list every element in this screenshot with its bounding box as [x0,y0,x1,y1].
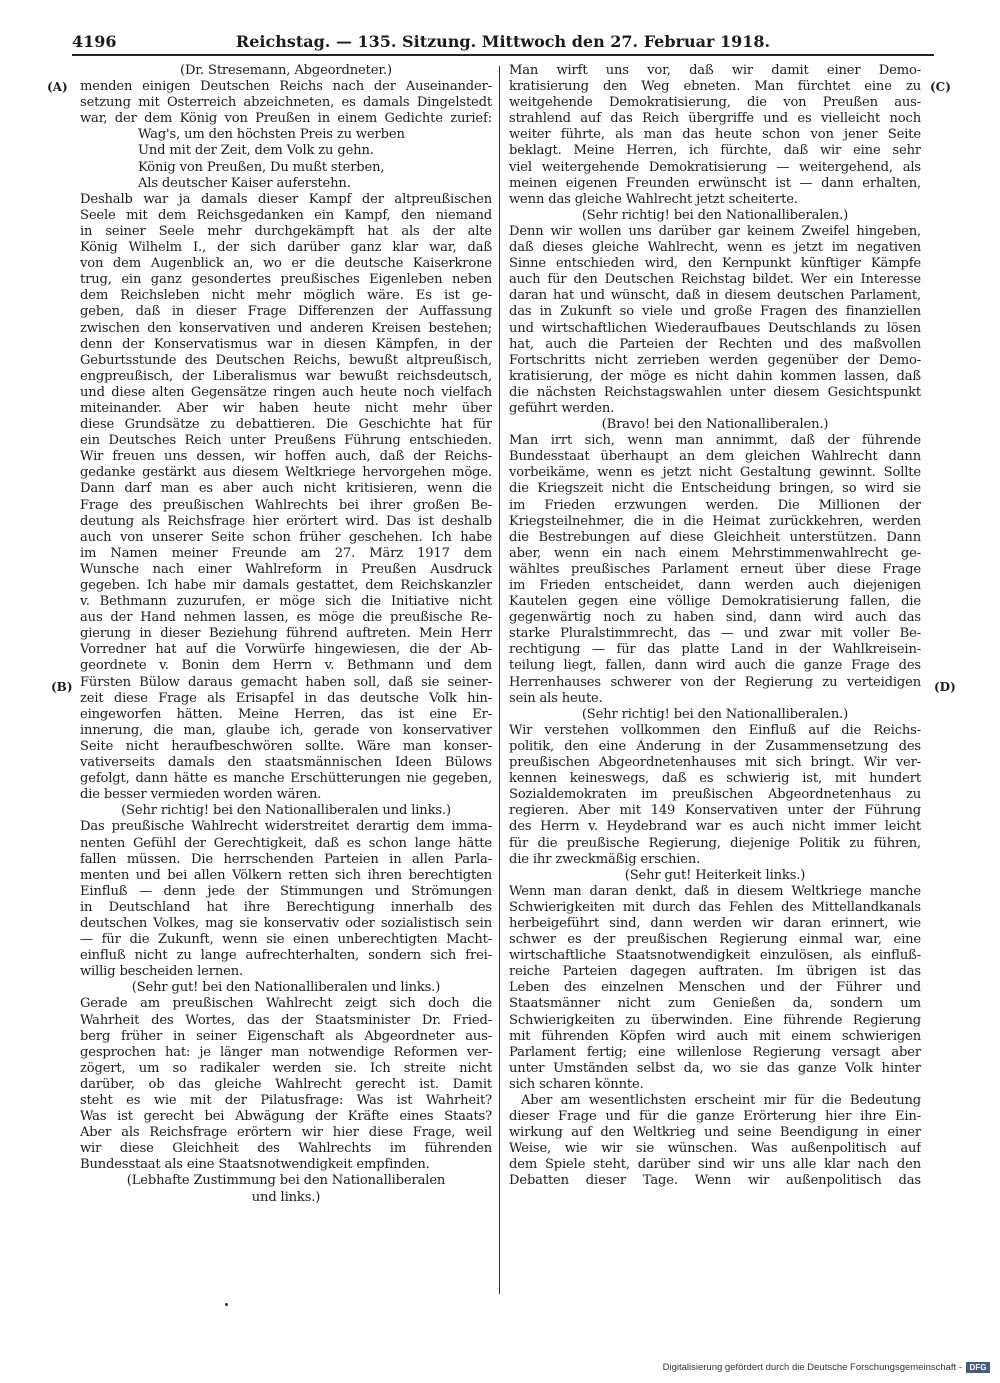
text-line: gegenwärtig noch zu haben sind, dann wird auch das [509,610,921,626]
text-line: Schwierigkeiten mit durch das Fehlen des Mittellandkanals [509,899,921,915]
text-line: in Deutschland hat ihre Berechtigung innerhalb des [80,899,492,915]
text-line: Sozialdemokraten im preußischen Abgeordnetenhaus zu [509,787,921,803]
text-line: Wir verstehen vollkommen den Einfluß auf die Reichs- [509,722,921,738]
text-line: das in Zukunft so viele und große Fragen des finanziellen [509,304,921,320]
text-line: Sinne entschieden wird, den Kernpunkt künftiger Kämpfe [509,256,921,272]
text-line: Parlament fertig; eine willenlose Regierung versagt aber [509,1044,921,1060]
text-line: Seele mit dem Reichsgedanken ein Kampf, den niemand [80,207,492,223]
margin-mark-d: (D) [934,680,956,694]
text-line: darüber, ob das gleiche Wahlrecht gerecht ist. Damit [80,1076,492,1092]
text-line: König von Preußen, Du mußt sterben, [138,159,385,175]
text-line: des Herrn v. Heydebrand war es auch nicht immer leicht [509,819,921,835]
text-line: kratisierung den Weg ebneten. Man fürchtet eine zu [509,79,921,95]
text-line: unter Umständen selbst da, wo sie das ganze Volk hinter [509,1060,921,1076]
text-line: weiter führte, als man das heute schon von jener Seite [509,127,921,143]
text-line: (Sehr gut! bei den Nationalliberalen und links.) [131,980,441,996]
ink-dot [225,1303,228,1306]
text-line: die Bestrebungen auf diese Gleichheit unterstützen. Dann [509,529,921,545]
text-line: preußischen Abgeordnetenhauses mit sich bringt. Wir ver- [509,755,921,771]
text-line: Und mit der Zeit, dem Volk zu gehn. [138,143,374,159]
text-line: viel weitergehende Demokratisierung — weitergehend, als [509,159,921,175]
text-line: berg früher in seiner Eigenschaft als Abgeordneter aus- [80,1028,492,1044]
text-line: denn der Konservatismus war in diesen Kämpfen, in der [80,336,492,352]
text-line: Wag's, um den höchsten Preis zu werben [138,127,405,143]
text-line: Wunsche nach einer Wahlreform in Preußen Ausdruck [80,561,492,577]
text-line: miteinander. Aber wir haben heute nicht mehr über [80,400,492,416]
text-line: mit führenden Köpfen wird auch mit einem schwierigen [509,1028,921,1044]
text-line: Bundesstaat als eine Staatsnotwendigkeit empfinden. [80,1157,430,1173]
footer-text: Digitalisierung gefördert durch die Deutsche Forschungsgemeinschaft - [662,1362,962,1373]
text-line: vorbeikäme, wenn es jetzt nicht Gestaltung gewinnt. Sollte [509,465,921,481]
footer [663,1362,990,1373]
right-text-column [509,63,921,1190]
text-line: trug, ein ganz gesondertes preußisches Eigenleben neben [80,272,492,288]
text-line: geben, daß in dieser Frage Differenzen der Auffassung [80,304,492,320]
text-line: eingeworfen hätten. Meine Herren, das ist eine Er- [80,706,492,722]
text-line: Kautelen gegen eine völlige Demokratisierung fallen, die [509,594,921,610]
text-line: für die preußische Regierung, diejenige Politik zu führen, [509,835,921,851]
text-line: gedanke gestärkt aus diesem Weltkriege hervorgehen möge. [80,465,492,481]
text-line: weitgehende Demokratisierung, die von Preußen aus- [509,95,921,111]
text-line: gefolgt, dann hätte es manche Erschütterungen nie gegeben, [80,771,492,787]
text-line: Geburtsstunde des Deutschen Reichs, bewußt altpreußisch, [80,352,492,368]
text-line: die Kriegszeit nicht die Entscheidung bringen, so wird sie [509,481,921,497]
text-line: Weise, wie wir sie wünschen. Was außenpolitisch auf [509,1141,921,1157]
text-line: Leben des einzelnen Menschen und der Führer und [509,980,921,996]
text-line: gesprochen hat: je länger man notwendige Reformen ver- [80,1044,492,1060]
text-line: v. Bethmann zuzurufen, er möge sich die Initiative nicht [80,594,492,610]
text-line: die nächsten Reichstagswahlen unter diesem Gesichtspunkt [509,384,921,400]
text-line: diese Grundsätze zu debattieren. Die Geschichte hat für [80,417,492,433]
text-line: Frage des preußischen Wahlrechts bei ihrer großen Be- [80,497,492,513]
text-line: König Wilhelm I., der sich darüber ganz klar war, daß [80,240,492,256]
text-line: wir diese Gleichheit des Wahlrechts im führenden [80,1141,492,1157]
text-line: Wenn man daran denkt, daß in diesem Weltkriege manche [509,883,921,899]
text-line: gierung in dieser Beziehung führend auftreten. Mein Herr [80,626,492,642]
text-line: zeit diese Frage als Erisapfel in das deutsche Volk hin- [80,690,492,706]
text-line: steht es wie mit der Pilatusfrage: Was ist Wahrheit? [80,1093,492,1108]
text-line: menden einigen Deutschen Reichs nach der Auseinander- [80,79,492,95]
text-line: Gerade am preußischen Wahlrecht zeigt sich doch die [80,996,492,1012]
text-line: Staatsmänner nicht zum Genießen da, sondern um [509,996,921,1012]
text-line: (Sehr richtig! bei den Nationalliberalen.) [581,207,849,223]
text-line: teilung liegt, fallen, dann wird auch die ganze Frage des [509,658,921,674]
text-line: wähltes preußisches Parlament erneut über diese Frage [509,561,921,577]
text-line: Aber als Reichsfrage erörtern wir hier diese Frage, weil [80,1125,492,1141]
margin-mark-b: (B) [51,680,73,694]
page-number: 4196 [72,32,117,51]
text-line: in seiner Seele mehr durchgekämpft hat als der alte [80,223,492,239]
text-line: auch für den Deutschen Reichstag bildet. Wer ein Interesse [509,272,921,288]
text-line: regieren. Aber mit 149 Konservativen unter der Führung [509,803,921,819]
text-line: Herrenhauses schwerer von der Regierung zu verteidigen [509,674,921,690]
text-line: Bundesstaat überhaupt an dem gleichen Wahlrecht dann [509,449,921,465]
text-line: willig bescheiden lernen. [80,964,244,980]
text-line: dieser Frage und für die ganze Erörterung hier ihre Ein- [509,1109,921,1125]
text-line: schwer es der preußischen Regierung einmal war, eine [509,932,921,948]
text-line: kratisierung, der möge es nicht dahin kommen lassen, daß [509,368,921,384]
text-line: gegeben. Ich habe mir damals gestattet, dem Reichskanzler [80,578,492,593]
left-text-column [80,63,492,1206]
text-line: Das preußische Wahlrecht widerstreitet derartig dem imma- [80,819,492,835]
text-line: nenten Gefühl der Gerechtigkeit, daß es schon lange hätte [80,835,492,851]
text-line: wenn das gleiche Wahlrecht jetzt scheiterte. [509,191,798,207]
text-line: Man wirft uns vor, daß wir damit einer Demo- [509,63,921,78]
text-line: geordnete v. Bonin dem Herrn v. Bethmann und dem [80,658,492,674]
text-line: kennen keineswegs, daß es schwierig ist, mit hundert [509,771,921,787]
text-line: wirtschaftliche Staatsnotwendigkeit einzulösen, als einfluß- [509,948,921,964]
text-line: Deshalb war ja damals dieser Kampf der altpreußischen [80,191,492,207]
text-line: daran hat und wünscht, daß in diesem deutschen Parlament, [509,288,921,304]
text-line: sein als heute. [509,690,603,706]
text-line: im Frieden erzwungen werden. Die Millionen der [509,497,921,513]
text-line: innerung, die man, glaube ich, gerade von konservativer [80,722,492,738]
text-line: zwischen den konservativen und anderen Kreisen bestehen; [80,320,492,336]
text-line: fallen müssen. Die herrschenden Parteien in allen Parla- [80,851,492,867]
page-header [72,32,934,56]
text-line: rechtigung — für das platte Land in der Wahlkreisein- [509,642,921,658]
text-line: wirkung auf den Weltkrieg und seine Beendigung in einer [509,1125,921,1141]
text-line: strahlend auf das Reich übergriffe und es vielleicht noch [509,111,921,127]
text-line: die besser vermieden worden wären. [80,787,322,803]
text-line: dem Reichsleben nicht mehr möglich wäre. Es ist ge- [80,288,492,304]
text-line: Kriegsteilnehmer, die in die Heimat zurückkehren, werden [509,513,921,529]
text-line: Wahrheit des Wortes, das der Staatsminister Dr. Fried- [80,1012,492,1028]
text-line: Man irrt sich, wenn man annimmt, daß der führende [509,433,921,449]
text-line: (Bravo! bei den Nationalliberalen.) [601,417,829,433]
text-line: Seite nicht heraufbeschwören sollte. Wäre man konser- [80,738,492,754]
text-line: geführt werden. [509,400,615,416]
text-line: aber, wenn ein nach einem Mehrstimmenwahlrecht ge- [509,545,921,561]
text-line: meinen eigenen Freunden erwünscht ist — dann erhalten, [509,175,921,191]
margin-mark-a: (A) [47,80,68,94]
text-line: (Sehr richtig! bei den Nationalliberalen.) [581,706,849,722]
text-line: (Sehr richtig! bei den Nationalliberalen und links.) [121,803,451,819]
text-line: engpreußisch, der Liberalismus war bewußt reichsdeutsch, [80,368,492,384]
text-line: Fortschritts nicht zerrieben werden gegenüber der Demo- [509,352,921,368]
column-divider [499,66,500,1294]
text-line: im Frieden entscheidet, dann werden auch diejenigen [509,578,921,593]
text-line: Einfluß — denn jede der Stimmungen und Strömungen [80,883,492,899]
text-line: daß dieses gleiche Wahlrecht, wenn es jetzt im negativen [509,240,921,256]
text-line: zögert, um so radikaler werden sie. Ich streite nicht [80,1060,492,1076]
text-line: Dann darf man es aber auch nicht kritisieren, wenn die [80,481,492,497]
text-line: Aber am wesentlichsten erscheint mir für die Bedeutung [521,1093,921,1108]
text-line: deutung als Reichsfrage hier erörtert wird. Das ist deshalb [80,513,492,529]
text-line: Als deutscher Kaiser auferstehn. [138,175,351,191]
header-title: Reichstag. — 135. Sitzung. Mittwoch den 27. Februar 1918. [235,32,771,51]
margin-mark-c: (C) [930,80,951,94]
text-line: beklagt. Meine Herren, ich fürchte, daß wir eine sehr [509,143,921,159]
text-line: aus der Hand nehmen lassen, es möge die preußische Re- [80,610,492,626]
text-line: vativerseits damals den staatsmännischen Ideen Bülows [80,755,492,771]
text-line: Was ist gerecht bei Abwägung der Kräfte eines Staats? [80,1109,492,1125]
text-line: hat, auch die Parteien der Rechten und des maßvollen [509,336,921,352]
text-line: reiche Parteien dagegen auftraten. Im übrigen ist das [509,964,921,980]
text-line: Fürsten Bülow daraus gemacht haben soll, daß sie seiner- [80,674,492,690]
text-line: politik, den eine Änderung in der Zusammensetzung des [509,738,921,754]
text-line: und wirtschaftlichen Wiederaufbaues Deutschlands zu lösen [509,320,921,336]
text-line: herbeigeführt sind, dann werden wir daran erinnert, wie [509,915,921,931]
text-line: sich scharen könnte. [509,1076,644,1092]
text-line: (Lebhafte Zustimmung bei den Nationalliberalen [126,1173,446,1189]
text-line: Vorredner hat auf die Vorwürfe hingewiesen, die der Ab- [80,642,492,658]
text-line: im Namen meiner Freunde am 27. März 1917 dem [80,545,492,561]
text-line: und diese alten Gegensätze ringen auch heute noch vielfach [80,384,492,400]
text-line: Denn wir wollen uns darüber gar keinem Zweifel hingeben, [509,223,921,239]
text-line: auch von unserer Seite schon früher geschehen. Ich habe [80,529,492,545]
text-line: Wir freuen uns dessen, wir hoffen auch, daß der Reichs- [80,449,492,465]
text-line: die ihr zweckmäßig erschien. [509,851,701,867]
text-line: (Dr. Stresemann, Abgeordneter.) [180,63,392,78]
text-line: ein Deutsches Reich unter Preußens Führung entschieden. [80,433,492,449]
text-line: einfluß nicht zu lange aufrechterhalten, sondern sich frei- [80,948,492,964]
text-line: setzung mit Österreich abzeichneten, es damals Dingelstedt [80,95,492,111]
dfg-logo-icon: DFG [966,1362,990,1373]
text-line: und links.) [251,1189,321,1205]
text-line: Debatten dieser Tage. Wenn wir außenpolitisch das [509,1173,921,1189]
text-line: dem Spiele steht, darüber sind wir uns alle klar nach den [509,1157,921,1173]
text-line: — für die Zukunft, wenn sie einen unberechtigten Macht- [80,932,492,948]
text-line: Schwierigkeiten zu überwinden. Eine führende Regierung [509,1012,921,1028]
text-line: (Sehr gut! Heiterkeit links.) [624,867,806,883]
text-line: von dem Augenblick an, wo er die deutsche Kaiserkrone [80,256,492,272]
text-line: starke Pluralstimmrecht, das — und zwar mit voller Be- [509,626,921,642]
text-line: deutschen Volkes, mag sie konservativ oder sozialistisch sein [80,915,492,931]
text-line: war, der dem König von Preußen in einem Gedichte zurief: [80,111,492,127]
text-line: menten und bei allen Völkern retten sich ihren berechtigten [80,867,492,883]
